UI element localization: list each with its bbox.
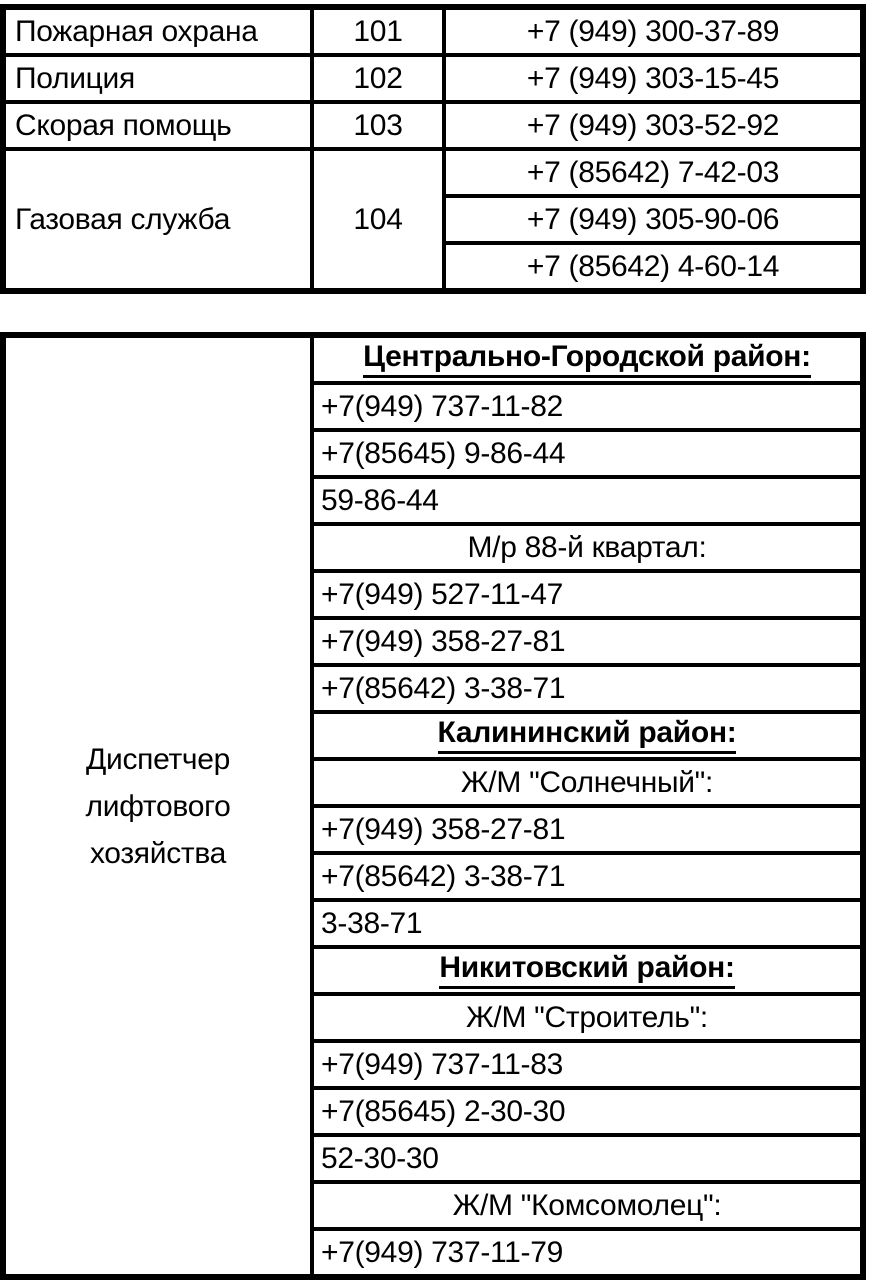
service-phone-cell: +7 (949) 300-37-89: [446, 10, 860, 53]
phone-cell: +7(85642) 3-38-71: [314, 855, 860, 898]
service-phone-cell: +7 (85642) 4-60-14: [446, 245, 860, 288]
area-label-cell: Ж/М "Комсомолец":: [314, 1184, 860, 1227]
dispatcher-label-cell: [6, 338, 310, 1274]
service-name-cell: Газовая служба: [6, 151, 310, 288]
service-code-cell: 103: [314, 104, 442, 147]
phone-cell: +7(949) 527-11-47: [314, 573, 860, 616]
district-header-cell: [314, 338, 860, 381]
service-phone-cell: +7 (949) 305-90-06: [446, 198, 860, 241]
service-phone-cell: +7 (949) 303-15-45: [446, 57, 860, 100]
service-name-cell: Скорая помощь: [6, 104, 310, 147]
dispatcher-label-line: хозяйства: [89, 836, 227, 870]
dispatcher-label-line: лифтового: [85, 789, 231, 823]
service-name-cell: Полиция: [6, 57, 310, 100]
district-header-text: Центрально-Городской район:: [363, 342, 811, 378]
phone-cell: 59-86-44: [314, 479, 860, 522]
phone-cell: +7(949) 358-27-81: [314, 808, 860, 851]
service-code-cell: 101: [314, 10, 442, 53]
dispatcher-label-line: Диспетчер: [85, 742, 231, 776]
district-header-text: Никитовский район:: [439, 953, 734, 989]
service-phone-cell: +7 (949) 303-52-92: [446, 104, 860, 147]
phone-cell: 3-38-71: [314, 902, 860, 945]
service-phone-cell: +7 (85642) 7-42-03: [446, 151, 860, 194]
service-code-cell: 104: [314, 151, 442, 288]
district-header-cell: [314, 714, 860, 757]
phone-cell: +7(85642) 3-38-71: [314, 667, 860, 710]
phone-cell: +7(85645) 2-30-30: [314, 1090, 860, 1133]
phone-cell: +7(949) 737-11-82: [314, 385, 860, 428]
area-label-cell: Ж/М "Строитель":: [314, 996, 860, 1039]
phone-cell: +7(949) 737-11-79: [314, 1231, 860, 1274]
emergency-services-table: [0, 4, 866, 294]
phone-cell: +7(85645) 9-86-44: [314, 432, 860, 475]
service-name-cell: Пожарная охрана: [6, 10, 310, 53]
district-header-text: Калининский район:: [438, 718, 737, 754]
service-code-cell: 102: [314, 57, 442, 100]
phone-cell: +7(949) 737-11-83: [314, 1043, 860, 1086]
phone-cell: 52-30-30: [314, 1137, 860, 1180]
lift-dispatcher-table: [0, 332, 866, 1280]
table-spacer: [0, 294, 872, 332]
district-header-cell: [314, 949, 860, 992]
area-label-cell: Ж/М "Солнечный":: [314, 761, 860, 804]
area-label-cell: М/р 88-й квартал:: [314, 526, 860, 569]
phone-cell: +7(949) 358-27-81: [314, 620, 860, 663]
